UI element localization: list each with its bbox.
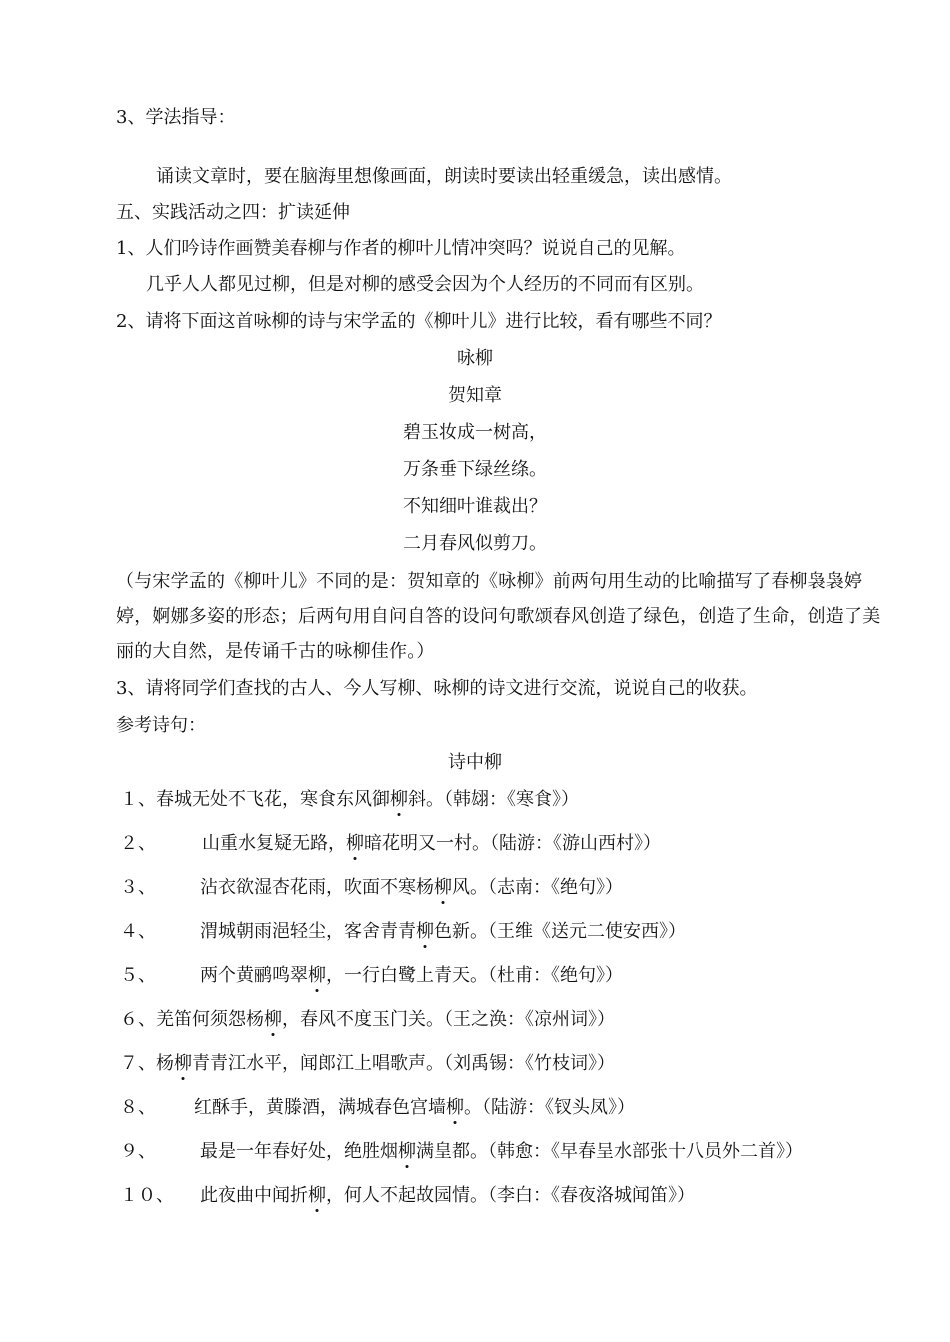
verse-text: 春城无处不飞花，寒食东风御 — [156, 789, 390, 810]
question-2: 2、请将下面这首咏柳的诗与宋学孟的《柳叶儿》进行比较，看有哪些不同？ — [116, 311, 722, 332]
verse-number: ２、 — [120, 833, 156, 854]
verse-text: 沾衣欲湿杏花雨，吹面不寒杨 — [200, 877, 434, 898]
verse-text: 杨 — [156, 1053, 174, 1074]
verse-number: ５、 — [120, 965, 156, 986]
verse-text: 。（陆游：《钗头凤》） — [464, 1097, 635, 1118]
emphasized-word: 柳 — [174, 1053, 192, 1074]
verse-text: ，春风不度玉门关。（王之涣：《凉州词》） — [282, 1009, 615, 1030]
verse-item — [120, 788, 579, 812]
comparison-paragraph: （与宋学孟的《柳叶儿》不同的是：贺知章的《咏柳》前两句用生动的比喻描写了春柳袅袅婷婷，婀娜多姿的形态；后两句用自问自答的设问句歌颂春风创造了绿色，创造了生命，创造了美丽的大自然，是传诵千古的咏柳佳作。） — [116, 571, 881, 662]
emphasized-word: 柳 — [308, 1185, 326, 1206]
verse-number: ３、 — [120, 877, 156, 898]
verse-text: 色新。（王维《送元二使安西》） — [434, 921, 686, 942]
poem-line: 碧玉妆成一树高， — [403, 422, 547, 443]
verse-item — [120, 964, 623, 988]
reference-label: 参考诗句： — [116, 715, 206, 736]
verse-number: ４、 — [120, 921, 156, 942]
poem-author: 贺知章 — [448, 385, 502, 406]
emphasized-word: 柳 — [264, 1009, 282, 1030]
list-title: 诗中柳 — [448, 752, 502, 773]
verse-item — [120, 920, 686, 944]
verse-number: １、 — [120, 789, 156, 810]
poem-title: 咏柳 — [457, 348, 493, 369]
poem-line: 万条垂下绿丝绦。 — [403, 459, 547, 480]
verse-text: 红酥手，黄滕酒，满城春色宫墙 — [194, 1097, 446, 1118]
section-heading-activity: 五、实践活动之四：扩读延伸 — [116, 202, 350, 223]
verse-item — [120, 876, 623, 900]
poem-line: 不知细叶谁裁出？ — [403, 496, 547, 517]
emphasized-word: 柳 — [398, 1141, 416, 1162]
emphasized-word: 柳 — [416, 921, 434, 942]
emphasized-word: 柳 — [390, 789, 408, 810]
emphasized-word: 柳 — [446, 1097, 464, 1118]
verse-text: 青青江水平，闻郎江上唱歌声。（刘禹锡：《竹枝词》） — [192, 1053, 615, 1074]
question-3: 3、请将同学们查找的古人、今人写柳、咏柳的诗文进行交流，说说自己的收获。 — [116, 678, 758, 699]
emphasized-word: 柳 — [308, 965, 326, 986]
verse-item — [120, 832, 661, 856]
verse-text: 暗花明又一村。（陆游：《游山西村》） — [364, 833, 661, 854]
verse-item — [120, 1140, 803, 1164]
answer-1: 几乎人人都见过柳，但是对柳的感受会因为个人经历的不同而有区别。 — [146, 274, 704, 295]
verse-text: 羌笛何须怨杨 — [156, 1009, 264, 1030]
verse-item — [120, 1008, 615, 1032]
verse-text: 渭城朝雨浥轻尘，客舍青青 — [200, 921, 416, 942]
verse-item — [120, 1096, 635, 1120]
emphasized-word: 柳 — [346, 833, 364, 854]
section-heading-study-method: 3、学法指导： — [116, 107, 236, 128]
verse-number: ６、 — [120, 1009, 156, 1030]
verse-text: 山重水复疑无路， — [202, 833, 346, 854]
verse-number: ８、 — [120, 1097, 156, 1118]
poem-line: 二月春风似剪刀。 — [403, 533, 547, 554]
verse-text: 满皇都。（韩愈：《早春呈水部张十八员外二首》） — [416, 1141, 803, 1162]
verse-number: １０、 — [120, 1185, 174, 1206]
verse-text: ，何人不起故园情。（李白：《春夜洛城闻笛》） — [326, 1185, 695, 1206]
emphasized-word: 柳 — [434, 877, 452, 898]
verse-item — [120, 1184, 695, 1208]
study-method-text: 诵读文章时，要在脑海里想像画面，朗读时要读出轻重缓急，读出感情。 — [156, 166, 732, 187]
verse-text: 斜。（韩翃：《寒食》） — [408, 789, 579, 810]
verse-number: ７、 — [120, 1053, 156, 1074]
verse-text: 最是一年春好处，绝胜烟 — [200, 1141, 398, 1162]
verse-text: 两个黄鹂鸣翠 — [200, 965, 308, 986]
verse-item — [120, 1052, 615, 1076]
verse-text: 此夜曲中闻折 — [200, 1185, 308, 1206]
verse-text: ，一行白鹭上青天。（杜甫：《绝句》） — [326, 965, 623, 986]
verse-number: ９、 — [120, 1141, 156, 1162]
verse-text: 风。（志南：《绝句》） — [452, 877, 623, 898]
question-1: 1、人们吟诗作画赞美春柳与作者的柳叶儿情冲突吗？说说自己的见解。 — [116, 238, 686, 259]
